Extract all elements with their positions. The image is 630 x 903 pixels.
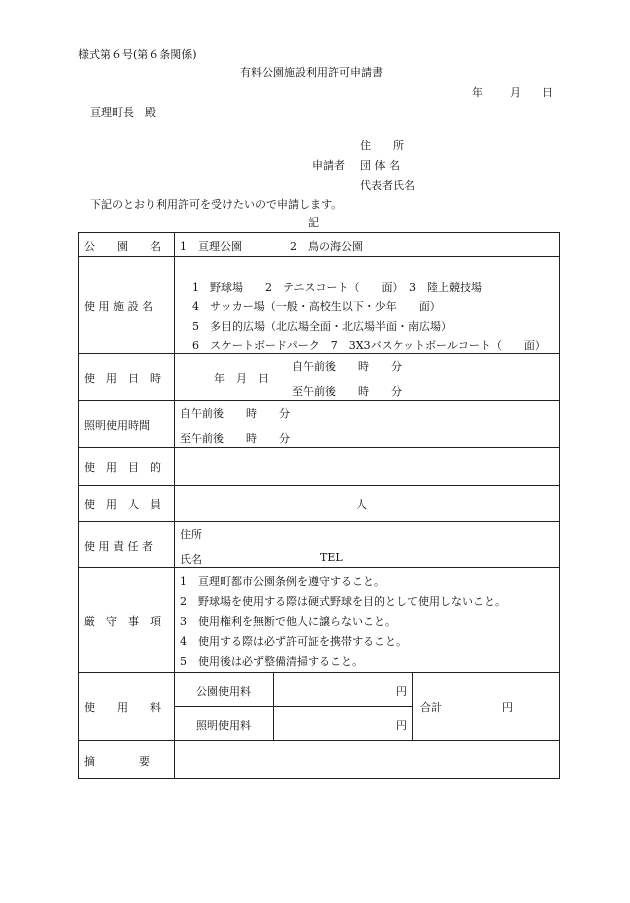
responsible-name[interactable]: 氏名	[180, 553, 202, 566]
datetime-from[interactable]: 自午前後 時 分	[292, 360, 402, 373]
facility-label: 使 用 施 設 名	[84, 300, 153, 313]
date-year: 年	[472, 86, 483, 99]
light-fee-yen: 円	[396, 719, 407, 732]
rule-item-5: 5 使用後は必ず整備清掃すること。	[180, 655, 363, 668]
people-label: 使 用 人 員	[84, 498, 161, 511]
rule-item-3: 3 使用権利を無断で他人に譲らないこと。	[180, 615, 396, 628]
label-column-divider	[174, 232, 175, 779]
responsible-tel[interactable]: TEL	[320, 551, 343, 564]
rules-label: 厳 守 事 項	[84, 615, 161, 628]
applicant-representative-label: 代表者氏名	[360, 179, 415, 192]
lighting-to[interactable]: 至午前後 時 分	[180, 432, 290, 445]
fee-label: 使 用 料	[84, 701, 161, 714]
park-option-2[interactable]: 2 鳥の海公園	[290, 240, 363, 253]
ki-label: 記	[308, 216, 319, 229]
intro-text: 下記のとおり利用許可を受けたいので申請します。	[90, 198, 343, 211]
datetime-date[interactable]: 年 月 日	[214, 372, 269, 385]
responsible-address[interactable]: 住所	[180, 528, 202, 541]
datetime-label: 使 用 日 時	[84, 372, 161, 385]
datetime-to[interactable]: 至午前後 時 分	[292, 385, 402, 398]
people-unit: 人	[356, 498, 367, 511]
addressee: 亘理町長 殿	[90, 106, 156, 119]
lighting-label: 照明使用時間	[84, 419, 150, 432]
total-label: 合計	[420, 701, 442, 714]
rule-item-2: 2 野球場を使用する際は硬式野球を目的として使用しないこと。	[180, 595, 506, 608]
park-label: 公 園 名	[84, 240, 161, 253]
applicant-role-label: 申請者	[312, 159, 345, 172]
form-title: 有料公園施設利用許可申請書	[240, 66, 383, 79]
facility-line-1[interactable]: 1 野球場 2 テニスコート（ 面） 3 陸上競技場	[192, 281, 483, 294]
light-fee-label: 照明使用料	[196, 719, 251, 732]
purpose-field[interactable]	[176, 449, 558, 483]
park-option-1[interactable]: 1 亘理公園	[180, 240, 242, 253]
responsible-label: 使 用 責 任 者	[84, 540, 153, 553]
lighting-from[interactable]: 自午前後 時 分	[180, 407, 290, 420]
facility-line-4[interactable]: 6 スケートボードパーク 7 3X3バスケットボールコート（ 面）	[192, 339, 546, 352]
total-yen: 円	[502, 701, 513, 714]
rule-item-4: 4 使用する際は必ず許可証を携帯すること。	[180, 635, 407, 648]
date-month: 月	[510, 86, 521, 99]
facility-line-2[interactable]: 4 サッカー場（一般・高校生以下・少年 面）	[192, 300, 441, 313]
remarks-field[interactable]	[176, 742, 558, 777]
form-number: 様式第６号(第６条関係)	[78, 48, 197, 61]
applicant-address-label: 住 所	[360, 139, 404, 152]
applicant-group-label: 団 体 名	[360, 159, 400, 172]
park-fee-label: 公園使用料	[196, 685, 251, 698]
facility-line-3[interactable]: 5 多目的広場（北広場全面・北広場半面・南広場）	[192, 320, 452, 333]
purpose-label: 使 用 目 的	[84, 461, 161, 474]
remarks-label: 摘 要	[84, 755, 150, 768]
rule-item-1: 1 亘理町都市公園条例を遵守すること。	[180, 575, 385, 588]
date-day: 日	[542, 86, 553, 99]
park-fee-yen: 円	[396, 685, 407, 698]
